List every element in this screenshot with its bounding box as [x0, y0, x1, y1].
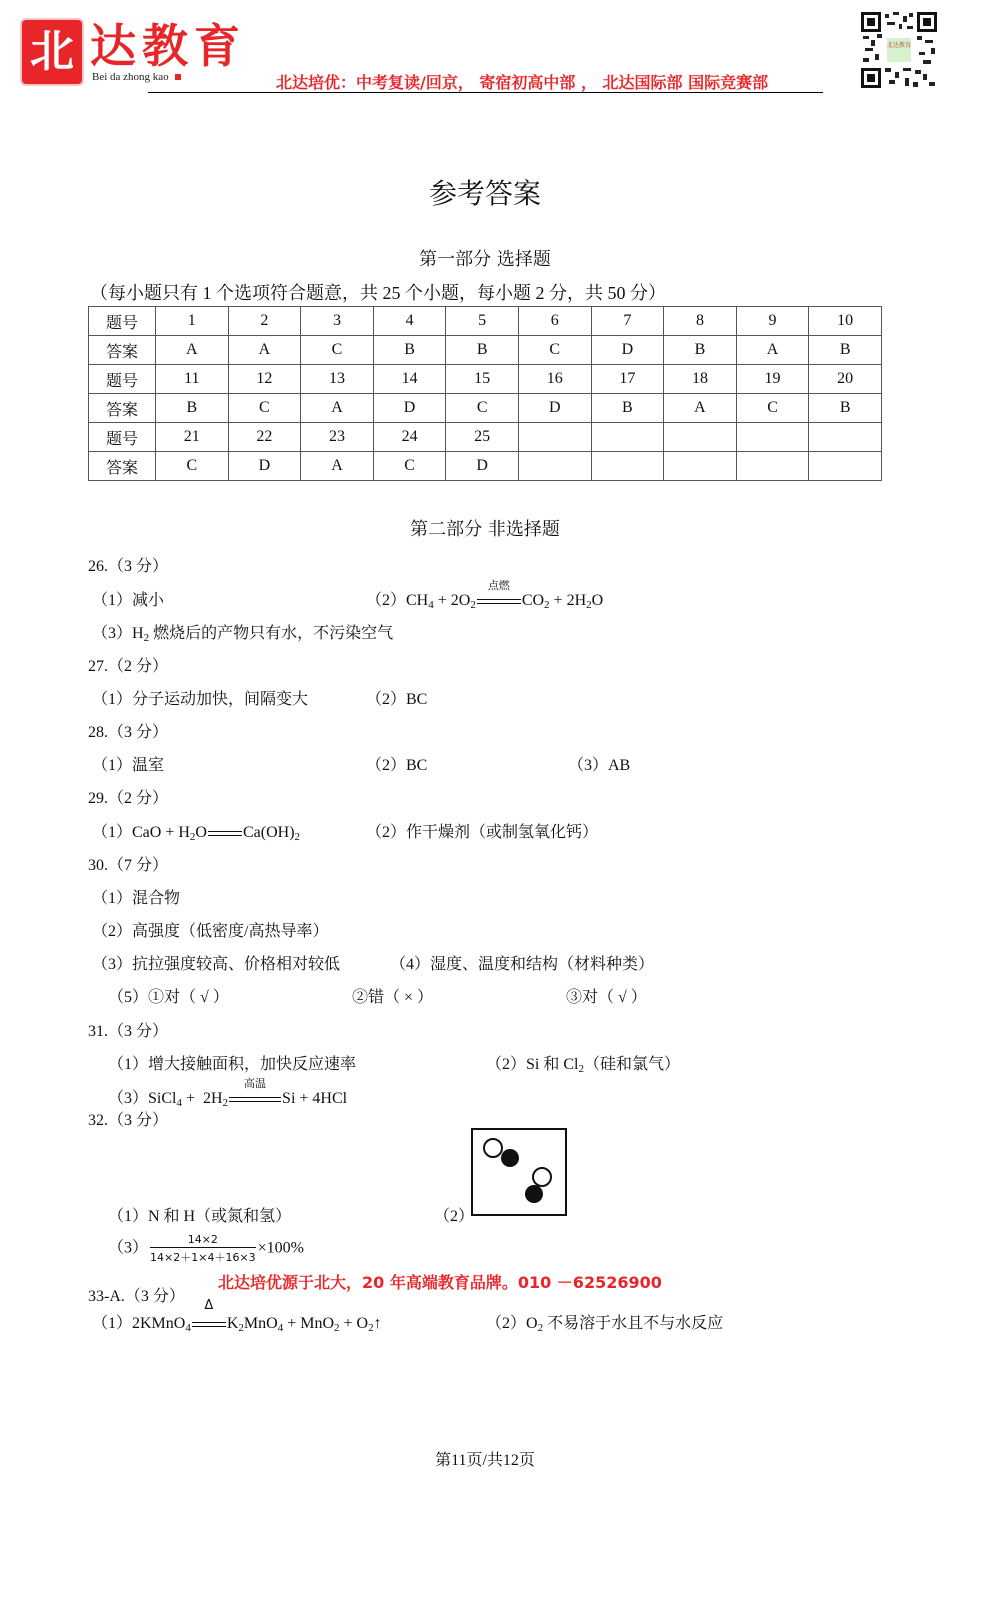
- q28-answer-1: （1）温室: [92, 757, 165, 774]
- q32-answer-3: （3） $\frac{14\times 2}{14\times 2+1\times 4+16\times 3}$ ×100%: [108, 1233, 305, 1264]
- table-row-question-numbers: [89, 365, 882, 394]
- question-number: 17: [591, 365, 664, 394]
- question-number: 1: [156, 307, 229, 336]
- question-number: 3: [301, 307, 374, 336]
- q31-answer-2: （2）Si 和 $Cl_2$（硅和氯气）: [486, 1056, 680, 1075]
- q30-answer-3: （3）抗拉强度较高、价格相对较低: [92, 956, 341, 973]
- answer-cell: A: [736, 336, 809, 365]
- question-number: 21: [156, 423, 229, 452]
- q30-answer-5-3: ③对（ √ ）: [566, 989, 647, 1006]
- promo-line: 北达培优源于北大，20 年高端教育品牌。010 －62526900: [218, 1273, 662, 1292]
- answer-cell: C: [373, 452, 446, 481]
- q31-label: 31.（3 分）: [88, 1023, 169, 1040]
- answer-cell: B: [809, 394, 882, 423]
- question-number: 7: [591, 307, 664, 336]
- row-header: 题号: [89, 307, 156, 336]
- empty-cell: [518, 423, 591, 452]
- hydrogen-atom: [533, 1168, 551, 1186]
- question-number: 12: [228, 365, 301, 394]
- answer-cell: C: [736, 394, 809, 423]
- table-row-answers: [89, 336, 882, 365]
- q26-answer-2: $(2)CH_4 + 2O_2$ 点燃 $CO_2 + 2H_2O$: [366, 579, 604, 611]
- q30-answer-4: （4）湿度、温度和结构（材料种类）: [390, 956, 655, 973]
- nitrogen-atom: [501, 1149, 519, 1167]
- q29-answer-1: $(1)CaO + H_2O$ $Ca(OH)_2$: [92, 824, 301, 843]
- question-number: 5: [446, 307, 519, 336]
- q31-answer-1: （1）增大接触面积，加快反应速率: [108, 1056, 357, 1073]
- reaction-arrow: Δ: [192, 1316, 226, 1332]
- reaction-arrow: [208, 825, 242, 841]
- question-number: 13: [301, 365, 374, 394]
- q33-answer-1: （1）2KMnO$_4$ Δ $K_2MnO_4 + MnO_2$ + $O_2↑$: [92, 1298, 382, 1334]
- q28-answer-2: （2）BC: [366, 757, 428, 774]
- question-number: 24: [373, 423, 446, 452]
- empty-cell: [664, 423, 737, 452]
- empty-cell: [809, 423, 882, 452]
- molecule-diagram: [471, 1128, 567, 1216]
- answer-cell: C: [446, 394, 519, 423]
- row-header: 答案: [89, 336, 156, 365]
- row-header: 答案: [89, 452, 156, 481]
- q32-answer-2: （2）: [434, 1208, 475, 1225]
- q27-label: 27.（2 分）: [88, 658, 169, 675]
- answer-cell: D: [518, 394, 591, 423]
- question-number: 4: [373, 307, 446, 336]
- question-number: 9: [736, 307, 809, 336]
- answer-cell: A: [156, 336, 229, 365]
- header-slogan: 北达培优：中考复读/回京， 寄宿初高中部 ， 北达国际部 国际竞赛部: [276, 73, 769, 92]
- part1-note: （每小题只有 1 个选项符合题意，共 25 个小题，每小题 2 分，共 50 分）: [90, 283, 666, 303]
- q33-answer-2: $(2)O_2$ 不易溶于水且不与水反应: [486, 1315, 724, 1334]
- empty-cell: [809, 452, 882, 481]
- q28-label: 28.（3 分）: [88, 724, 169, 741]
- answer-cell: B: [664, 336, 737, 365]
- qr-center-logo: 北达教育: [887, 38, 911, 62]
- empty-cell: [591, 423, 664, 452]
- question-number: 23: [301, 423, 374, 452]
- answer-cell: C: [518, 336, 591, 365]
- reaction-arrow: 高温: [229, 1091, 281, 1107]
- answer-cell: C: [301, 336, 374, 365]
- empty-cell: [736, 423, 809, 452]
- page-title: 参考答案: [428, 177, 541, 210]
- answer-cell: A: [301, 452, 374, 481]
- empty-cell: [591, 452, 664, 481]
- hydrogen-atom: [484, 1139, 502, 1157]
- question-number: 10: [809, 307, 882, 336]
- answer-cell: D: [228, 452, 301, 481]
- answer-cell: A: [228, 336, 301, 365]
- answer-cell: B: [809, 336, 882, 365]
- q30-answer-5-1: （5）①对（ √ ）: [108, 989, 229, 1006]
- q30-answer-2: （2）高强度（低密度/高热导率）: [92, 923, 329, 940]
- q26-answer-1: （1）减小: [92, 592, 165, 609]
- q30-answer-5-2: ②错（ × ）: [352, 989, 434, 1006]
- q31-answer-3: （3）SiCl$_4$ + $2H_2$ 高温 Si + 4HCl: [108, 1077, 348, 1109]
- q26-answer-3: $(3)H_2$ 燃烧后的产物只有水，不污染空气: [92, 625, 394, 644]
- question-number: 25: [446, 423, 519, 452]
- q26-label: 26.（3 分）: [88, 558, 169, 575]
- answer-cell: B: [446, 336, 519, 365]
- empty-cell: [664, 452, 737, 481]
- q30-label: 30.（7 分）: [88, 857, 169, 874]
- question-number: 14: [373, 365, 446, 394]
- answer-cell: B: [591, 394, 664, 423]
- row-header: 答案: [89, 394, 156, 423]
- answer-table: [88, 306, 882, 481]
- logo-mark: 北: [22, 20, 82, 84]
- q33-label: 33-A.（3 分）: [88, 1288, 185, 1305]
- question-number: 2: [228, 307, 301, 336]
- q29-answer-2: （2）作干燥剂（或制氢氧化钙）: [366, 824, 599, 841]
- q30-answer-1: （1）混合物: [92, 890, 181, 907]
- row-header: 题号: [89, 423, 156, 452]
- question-number: 11: [156, 365, 229, 394]
- q28-answer-3: （3）AB: [568, 757, 631, 774]
- table-row-question-numbers: [89, 423, 882, 452]
- nitrogen-atom: [525, 1185, 543, 1203]
- q27-answer-2: （2）BC: [366, 691, 428, 708]
- logo-subtitle: Bei da zhong kao: [92, 71, 181, 83]
- part1-heading: 第一部分 选择题: [419, 249, 551, 270]
- answer-cell: D: [373, 394, 446, 423]
- q29-label: 29.（2 分）: [88, 790, 169, 807]
- q27-answer-1: （1）分子运动加快，间隔变大: [92, 691, 309, 708]
- question-number: 18: [664, 365, 737, 394]
- reaction-arrow: 点燃: [477, 593, 521, 609]
- q32-label: 32.（3 分）: [88, 1112, 169, 1129]
- answer-cell: B: [373, 336, 446, 365]
- answer-cell: C: [156, 452, 229, 481]
- question-number: 20: [809, 365, 882, 394]
- empty-cell: [736, 452, 809, 481]
- answer-cell: C: [228, 394, 301, 423]
- table-row-answers: [89, 394, 882, 423]
- question-number: 16: [518, 365, 591, 394]
- question-number: 19: [736, 365, 809, 394]
- qr-code: [861, 12, 937, 88]
- question-number: 8: [664, 307, 737, 336]
- answer-cell: D: [591, 336, 664, 365]
- mass-fraction: $\frac{14\times 2}{14\times 2+1\times 4+16\times 3}$: [150, 1233, 256, 1264]
- answer-cell: B: [156, 394, 229, 423]
- table-row-answers: [89, 452, 882, 481]
- page-number: 第11页/共12页: [435, 1452, 535, 1469]
- table-row-question-numbers: [89, 307, 882, 336]
- answer-cell: A: [664, 394, 737, 423]
- question-number: 6: [518, 307, 591, 336]
- part2-heading: 第二部分 非选择题: [410, 519, 560, 540]
- header-divider: [148, 92, 823, 93]
- question-number: 22: [228, 423, 301, 452]
- row-header: 题号: [89, 365, 156, 394]
- q32-answer-1: （1）N 和 H（或氮和氢）: [108, 1208, 292, 1225]
- answer-cell: A: [301, 394, 374, 423]
- answer-cell: D: [446, 452, 519, 481]
- empty-cell: [518, 452, 591, 481]
- question-number: 15: [446, 365, 519, 394]
- logo-text: 达教育: [90, 19, 246, 73]
